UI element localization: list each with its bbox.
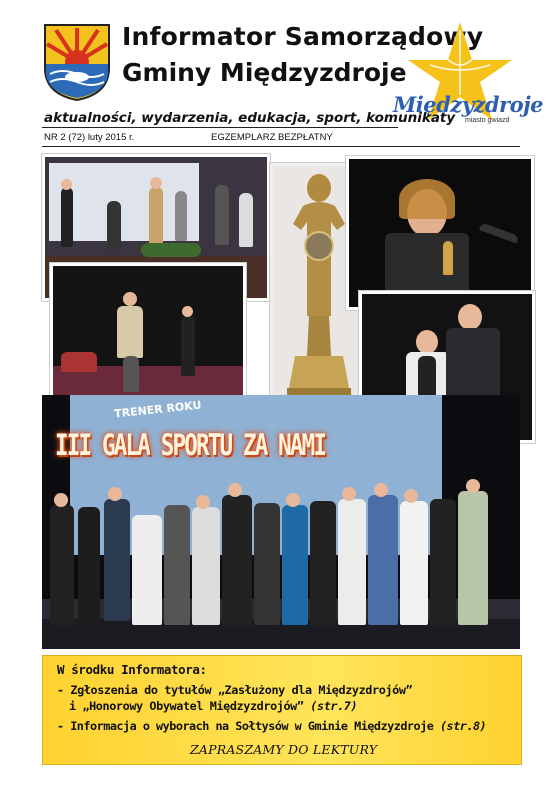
page-ref: (str.8) xyxy=(439,719,487,733)
cover-headline: III GALA SPORTU ZA NAMI xyxy=(55,428,326,462)
publication-title-line2: Gminy Międzyzdroje xyxy=(122,58,407,87)
divider xyxy=(42,146,520,147)
publication-title-line1: Informator Samorządowy xyxy=(122,22,484,51)
issue-number: NR 2 (72) luty 2015 r. xyxy=(44,132,135,143)
contents-item xyxy=(69,699,357,713)
logo-name: Międzyzdroje xyxy=(393,92,544,117)
photo-speaker xyxy=(50,263,246,411)
contents-item xyxy=(57,719,486,733)
divider xyxy=(42,127,398,128)
contents-item-text: i „Honorowy Obywatel Międzyzdrojów” xyxy=(69,699,311,713)
page-ref: (str.7) xyxy=(310,699,358,713)
contents-heading: W środku Informatora: xyxy=(57,662,207,677)
coat-of-arms-icon xyxy=(42,22,112,102)
contents-item-text: - Informacja o wyborach na Sołtysów w Gminie Międzyzdroje xyxy=(57,719,440,733)
screen-caption: TRENER ROKU xyxy=(113,398,203,421)
reading-invitation: ZAPRASZAMY DO LEKTURY xyxy=(190,742,378,757)
free-copy-label: EGZEMPLARZ BEZPŁATNY xyxy=(211,132,333,143)
photo-girl-with-award xyxy=(346,156,534,310)
logo-subtitle: miasto gwiazd xyxy=(465,117,510,124)
contents-item: - Zgłoszenia do tytułów „Zasłużony dla Międzyzdrojów” xyxy=(57,683,413,697)
tagline: aktualności, wydarzenia, edukacja, sport, komunikaty xyxy=(44,110,456,126)
